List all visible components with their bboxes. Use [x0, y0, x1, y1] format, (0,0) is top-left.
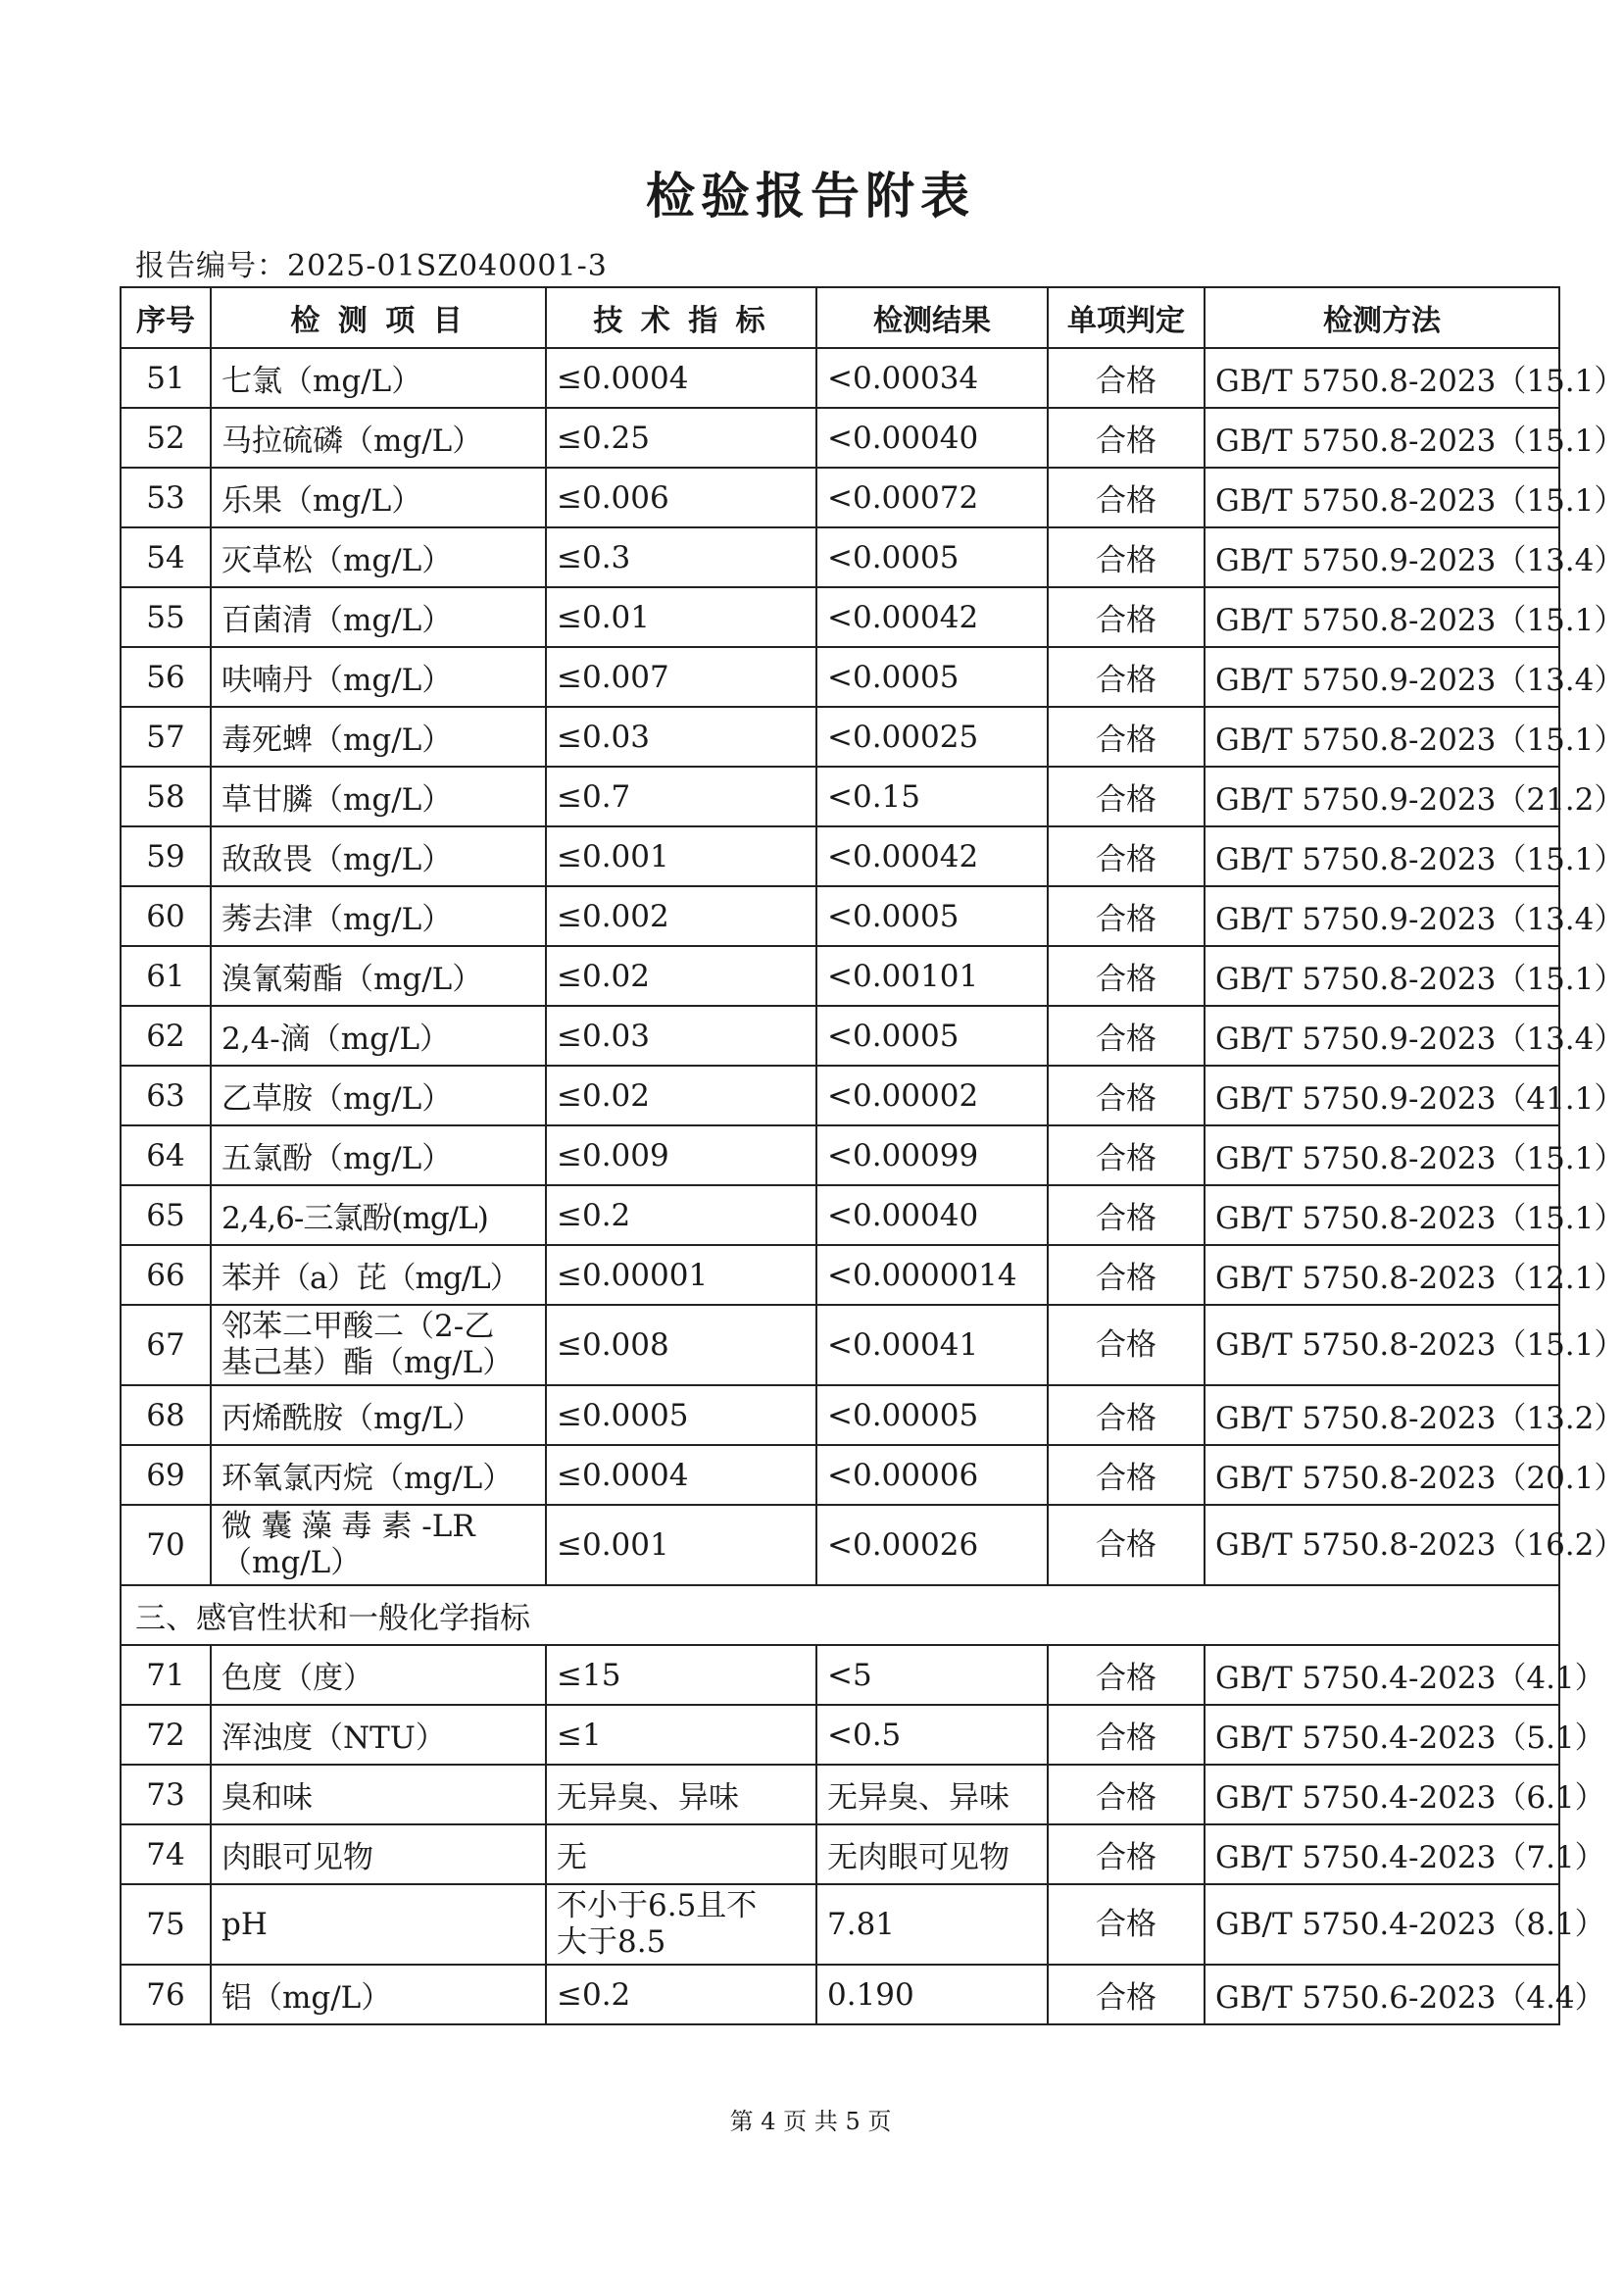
cell-judgment: 合格	[1048, 1705, 1205, 1765]
cell-item: 乐果（mg/L）	[211, 468, 546, 527]
cell-standard: ≤0.03	[546, 1006, 816, 1066]
cell-result: <0.00026	[816, 1505, 1048, 1585]
cell-seq: 75	[121, 1884, 211, 1965]
cell-item: 色度（度）	[211, 1645, 546, 1705]
cell-seq: 68	[121, 1385, 211, 1445]
cell-seq: 53	[121, 468, 211, 527]
cell-standard-line: 不小于6.5且不	[557, 1888, 758, 1923]
header-judgment: 单项判定	[1048, 287, 1205, 348]
cell-item: 肉眼可见物	[211, 1824, 546, 1884]
cell-method: GB/T 5750.9-2023（13.4）	[1205, 647, 1559, 707]
cell-judgment: 合格	[1048, 1185, 1205, 1245]
cell-seq: 67	[121, 1305, 211, 1385]
cell-judgment: 合格	[1048, 1006, 1205, 1066]
cell-judgment: 合格	[1048, 348, 1205, 408]
cell-seq: 69	[121, 1445, 211, 1505]
cell-method: GB/T 5750.4-2023（7.1）	[1205, 1824, 1559, 1884]
cell-standard: ≤0.02	[546, 1066, 816, 1125]
cell-standard: ≤0.25	[546, 408, 816, 468]
cell-item: 苯并（a）芘（mg/L）	[211, 1245, 546, 1305]
cell-item: 草甘膦（mg/L）	[211, 767, 546, 826]
cell-result: <0.00101	[816, 946, 1048, 1006]
cell-item: 百菌清（mg/L）	[211, 587, 546, 647]
cell-result: <0.15	[816, 767, 1048, 826]
cell-item: 五氯酚（mg/L）	[211, 1125, 546, 1185]
cell-standard: ≤0.001	[546, 1505, 816, 1585]
table-row	[121, 1305, 1559, 1385]
cell-item: 马拉硫磷（mg/L）	[211, 408, 546, 468]
cell-judgment: 合格	[1048, 1305, 1205, 1385]
cell-judgment: 合格	[1048, 826, 1205, 886]
cell-standard: ≤0.2	[546, 1185, 816, 1245]
cell-seq: 55	[121, 587, 211, 647]
cell-method: GB/T 5750.4-2023（6.1）	[1205, 1765, 1559, 1824]
cell-result: <0.00005	[816, 1385, 1048, 1445]
table-row	[121, 707, 1559, 767]
cell-item: pH	[211, 1884, 546, 1965]
cell-standard-line: 大于8.5	[557, 1924, 666, 1960]
cell-standard: ≤0.03	[546, 707, 816, 767]
cell-result: <0.00041	[816, 1305, 1048, 1385]
cell-standard: ≤0.3	[546, 527, 816, 587]
cell-seq: 74	[121, 1824, 211, 1884]
cell-result: <0.0000014	[816, 1245, 1048, 1305]
cell-judgment: 合格	[1048, 946, 1205, 1006]
cell-method: GB/T 5750.8-2023（15.1）	[1205, 946, 1559, 1006]
cell-seq: 59	[121, 826, 211, 886]
cell-item: 呋喃丹（mg/L）	[211, 647, 546, 707]
header-method: 检测方法	[1205, 287, 1559, 348]
cell-method: GB/T 5750.8-2023（15.1）	[1205, 1305, 1559, 1385]
table-row	[121, 527, 1559, 587]
cell-result: <0.00025	[816, 707, 1048, 767]
cell-item: 2,4,6-三氯酚(mg/L)	[211, 1185, 546, 1245]
cell-standard: 无	[546, 1824, 816, 1884]
cell-standard: ≤0.002	[546, 886, 816, 946]
table-row	[121, 1245, 1559, 1305]
cell-method: GB/T 5750.4-2023（4.1）	[1205, 1645, 1559, 1705]
cell-judgment: 合格	[1048, 1884, 1205, 1965]
table-row	[121, 348, 1559, 408]
cell-result: <0.0005	[816, 527, 1048, 587]
cell-seq: 52	[121, 408, 211, 468]
table-row	[121, 408, 1559, 468]
cell-result: 7.81	[816, 1884, 1048, 1965]
cell-method: GB/T 5750.9-2023（13.4）	[1205, 886, 1559, 946]
table-row	[121, 1824, 1559, 1884]
header-standard: 技 术 指 标	[546, 287, 816, 348]
cell-result: 0.190	[816, 1965, 1048, 2024]
cell-method: GB/T 5750.8-2023（16.2）	[1205, 1505, 1559, 1585]
cell-seq: 73	[121, 1765, 211, 1824]
table-row	[121, 587, 1559, 647]
cell-item: 丙烯酰胺（mg/L）	[211, 1385, 546, 1445]
table-row	[121, 1006, 1559, 1066]
header-result: 检测结果	[816, 287, 1048, 348]
cell-standard: ≤0.008	[546, 1305, 816, 1385]
cell-result: <0.00040	[816, 1185, 1048, 1245]
cell-standard: ≤0.02	[546, 946, 816, 1006]
cell-seq: 58	[121, 767, 211, 826]
cell-judgment: 合格	[1048, 1645, 1205, 1705]
cell-standard: ≤1	[546, 1705, 816, 1765]
table-row	[121, 886, 1559, 946]
cell-result: <0.0005	[816, 647, 1048, 707]
cell-method: GB/T 5750.8-2023（15.1）	[1205, 408, 1559, 468]
cell-seq: 54	[121, 527, 211, 587]
cell-item: 环氧氯丙烷（mg/L）	[211, 1445, 546, 1505]
table-row	[121, 468, 1559, 527]
table-row	[121, 1765, 1559, 1824]
table-row	[121, 767, 1559, 826]
cell-standard: ≤0.01	[546, 587, 816, 647]
cell-result: 无肉眼可见物	[816, 1824, 1048, 1884]
results-table	[120, 286, 1624, 2025]
cell-standard: ≤0.0005	[546, 1385, 816, 1445]
cell-result: <0.5	[816, 1705, 1048, 1765]
cell-seq: 76	[121, 1965, 211, 2024]
cell-method: GB/T 5750.8-2023（15.1）	[1205, 348, 1559, 408]
cell-result: <0.00002	[816, 1066, 1048, 1125]
table-row	[121, 826, 1559, 886]
header-item: 检 测 项 目	[211, 287, 546, 348]
cell-seq: 65	[121, 1185, 211, 1245]
cell-result: <5	[816, 1645, 1048, 1705]
cell-standard: ≤15	[546, 1645, 816, 1705]
cell-seq: 61	[121, 946, 211, 1006]
cell-standard: 无异臭、异味	[546, 1765, 816, 1824]
header-seq: 序号	[121, 287, 211, 348]
cell-item	[211, 1505, 546, 1585]
page-footer: 第 4 页 共 5 页	[729, 2108, 892, 2135]
cell-method: GB/T 5750.8-2023（20.1）	[1205, 1445, 1559, 1505]
cell-seq: 62	[121, 1006, 211, 1066]
cell-judgment: 合格	[1048, 468, 1205, 527]
cell-item: 2,4-滴（mg/L）	[211, 1006, 546, 1066]
cell-method: GB/T 5750.9-2023（13.4）	[1205, 527, 1559, 587]
cell-judgment: 合格	[1048, 707, 1205, 767]
table-row	[121, 1505, 1559, 1585]
cell-standard: ≤0.0004	[546, 348, 816, 408]
cell-item-line: （mg/L）	[221, 1545, 362, 1580]
cell-judgment: 合格	[1048, 767, 1205, 826]
cell-result: <0.00040	[816, 408, 1048, 468]
cell-seq: 51	[121, 348, 211, 408]
cell-standard: ≤0.7	[546, 767, 816, 826]
cell-item: 七氯（mg/L）	[211, 348, 546, 408]
cell-judgment: 合格	[1048, 1445, 1205, 1505]
cell-result: 无异臭、异味	[816, 1765, 1048, 1824]
section-row	[121, 1585, 1559, 1645]
table-row	[121, 647, 1559, 707]
cell-item: 莠去津（mg/L）	[211, 886, 546, 946]
cell-method: GB/T 5750.8-2023（13.2）	[1205, 1385, 1559, 1445]
cell-judgment: 合格	[1048, 1765, 1205, 1824]
cell-judgment: 合格	[1048, 408, 1205, 468]
cell-seq: 70	[121, 1505, 211, 1585]
cell-seq: 71	[121, 1645, 211, 1705]
cell-method: GB/T 5750.8-2023（15.1）	[1205, 1125, 1559, 1185]
page-title: 检验报告附表	[646, 168, 975, 224]
cell-item	[211, 1305, 546, 1385]
cell-standard: ≤0.007	[546, 647, 816, 707]
cell-judgment: 合格	[1048, 587, 1205, 647]
table-header-row	[121, 287, 1559, 348]
cell-item: 灭草松（mg/L）	[211, 527, 546, 587]
cell-method: GB/T 5750.9-2023（41.1）	[1205, 1066, 1559, 1125]
cell-seq: 63	[121, 1066, 211, 1125]
cell-standard: ≤0.001	[546, 826, 816, 886]
cell-judgment: 合格	[1048, 1385, 1205, 1445]
cell-judgment: 合格	[1048, 1824, 1205, 1884]
cell-item: 乙草胺（mg/L）	[211, 1066, 546, 1125]
cell-result: <0.00042	[816, 587, 1048, 647]
cell-item-line: 微 囊 藻 毒 素 -LR	[221, 1509, 475, 1544]
cell-method: GB/T 5750.8-2023（12.1）	[1205, 1245, 1559, 1305]
cell-method: GB/T 5750.8-2023（15.1）	[1205, 468, 1559, 527]
cell-seq: 72	[121, 1705, 211, 1765]
cell-result: <0.00042	[816, 826, 1048, 886]
cell-method: GB/T 5750.9-2023（13.4）	[1205, 1006, 1559, 1066]
cell-judgment: 合格	[1048, 1965, 1205, 2024]
table-row	[121, 1066, 1559, 1125]
cell-method: GB/T 5750.6-2023（4.4）	[1205, 1965, 1559, 2024]
table-row	[121, 1185, 1559, 1245]
cell-item-line: 邻苯二甲酸二（2-乙	[221, 1309, 495, 1344]
cell-result: <0.0005	[816, 1006, 1048, 1066]
cell-standard: ≤0.009	[546, 1125, 816, 1185]
table-row	[121, 1125, 1559, 1185]
cell-seq: 57	[121, 707, 211, 767]
cell-method: GB/T 5750.4-2023（5.1）	[1205, 1705, 1559, 1765]
cell-method: GB/T 5750.9-2023（21.2）	[1205, 767, 1559, 826]
table-row	[121, 1445, 1559, 1505]
cell-judgment: 合格	[1048, 1066, 1205, 1125]
cell-method: GB/T 5750.4-2023（8.1）	[1205, 1884, 1559, 1965]
cell-judgment: 合格	[1048, 1505, 1205, 1585]
table-row	[121, 1645, 1559, 1705]
cell-seq: 64	[121, 1125, 211, 1185]
table-row	[121, 1884, 1559, 1965]
cell-standard: ≤0.0004	[546, 1445, 816, 1505]
report-number: 报告编号：2025-01SZ040001-3	[135, 249, 608, 283]
cell-seq: 56	[121, 647, 211, 707]
cell-result: <0.00099	[816, 1125, 1048, 1185]
cell-method: GB/T 5750.8-2023（15.1）	[1205, 1185, 1559, 1245]
cell-seq: 60	[121, 886, 211, 946]
cell-standard: ≤0.00001	[546, 1245, 816, 1305]
table-row	[121, 1705, 1559, 1765]
cell-item-line: 基己基）酯（mg/L）	[221, 1345, 514, 1380]
cell-seq: 66	[121, 1245, 211, 1305]
cell-method: GB/T 5750.8-2023（15.1）	[1205, 587, 1559, 647]
cell-item: 溴氰菊酯（mg/L）	[211, 946, 546, 1006]
cell-standard: ≤0.2	[546, 1965, 816, 2024]
cell-result: <0.00006	[816, 1445, 1048, 1505]
cell-result: <0.00034	[816, 348, 1048, 408]
section-title: 三、感官性状和一般化学指标	[121, 1585, 1559, 1645]
cell-judgment: 合格	[1048, 1245, 1205, 1305]
cell-result: <0.00072	[816, 468, 1048, 527]
cell-standard: ≤0.006	[546, 468, 816, 527]
cell-method: GB/T 5750.8-2023（15.1）	[1205, 707, 1559, 767]
cell-item: 浑浊度（NTU）	[211, 1705, 546, 1765]
cell-judgment: 合格	[1048, 886, 1205, 946]
cell-method: GB/T 5750.8-2023（15.1）	[1205, 826, 1559, 886]
cell-standard	[546, 1884, 816, 1965]
cell-item: 毒死蜱（mg/L）	[211, 707, 546, 767]
cell-judgment: 合格	[1048, 527, 1205, 587]
table-row	[121, 1385, 1559, 1445]
table-row	[121, 946, 1559, 1006]
cell-judgment: 合格	[1048, 647, 1205, 707]
table-row	[121, 1965, 1559, 2024]
cell-item: 臭和味	[211, 1765, 546, 1824]
cell-result: <0.0005	[816, 886, 1048, 946]
cell-item: 铝（mg/L）	[211, 1965, 546, 2024]
cell-judgment: 合格	[1048, 1125, 1205, 1185]
cell-item: 敌敌畏（mg/L）	[211, 826, 546, 886]
